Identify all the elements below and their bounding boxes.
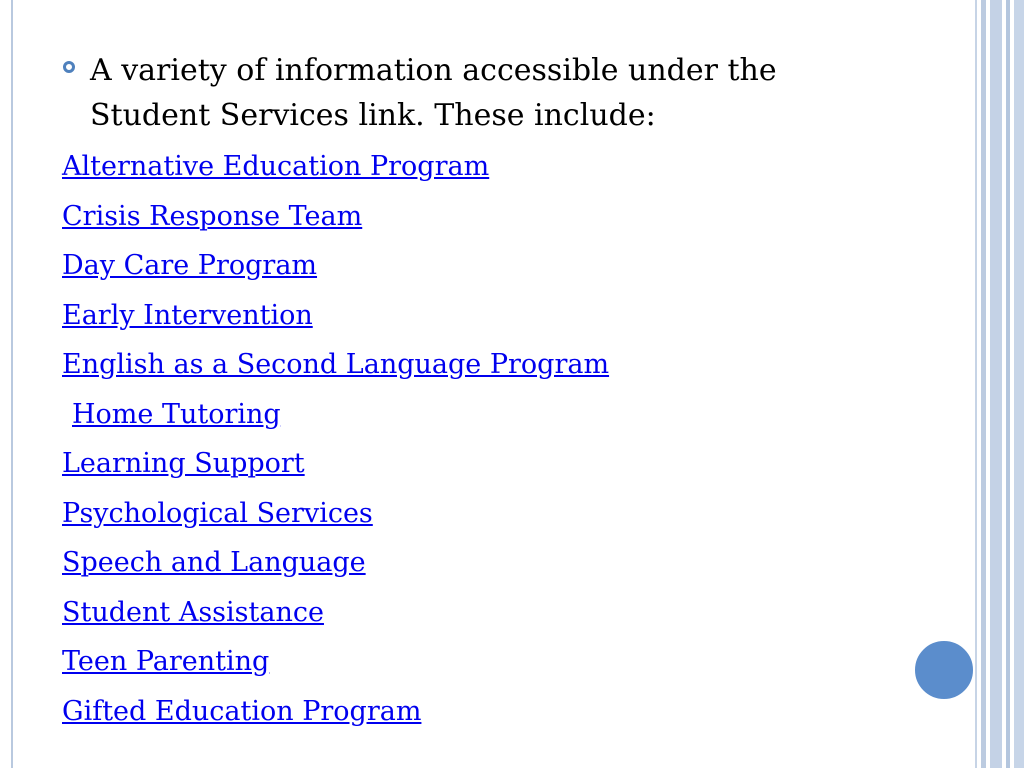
link-crisis-response[interactable]: Crisis Response Team — [62, 200, 363, 232]
link-item — [62, 687, 862, 737]
services-link-list — [62, 142, 862, 736]
link-item — [62, 142, 862, 192]
decorative-stripe — [981, 0, 986, 768]
link-day-care[interactable]: Day Care Program — [62, 250, 318, 281]
decorative-stripe — [975, 0, 977, 768]
link-psychological-services[interactable]: Psychological Services — [62, 497, 373, 529]
link-item — [62, 291, 862, 341]
link-teen-parenting[interactable]: Teen Parenting — [62, 646, 270, 677]
link-learning-support[interactable]: Learning Support — [62, 448, 305, 479]
link-speech-language[interactable]: Speech and Language — [62, 547, 366, 578]
link-item — [62, 439, 862, 489]
link-item — [62, 241, 862, 291]
link-item — [62, 192, 862, 242]
link-home-tutoring[interactable]: Home Tutoring — [72, 398, 281, 430]
bullet-circle-icon — [63, 61, 75, 73]
link-item — [62, 390, 862, 440]
bullet-text: A variety of information accessible under the Student Services link. These include: — [90, 53, 777, 133]
link-early-intervention[interactable]: Early Intervention — [62, 299, 313, 331]
decorative-stripe — [1006, 0, 1010, 768]
link-item — [62, 340, 862, 390]
link-item — [62, 538, 862, 588]
link-item — [62, 588, 862, 638]
left-frame-line — [11, 0, 13, 768]
link-student-assistance[interactable]: Student Assistance — [62, 596, 324, 628]
decorative-stripe — [990, 0, 1002, 768]
link-item — [62, 637, 862, 687]
decorative-circle — [913, 639, 975, 701]
decorative-stripe — [1014, 0, 1024, 768]
link-gifted-education[interactable]: Gifted Education Program — [62, 695, 422, 727]
link-esl-program[interactable]: English as a Second Language Program — [62, 349, 610, 380]
link-alternative-education[interactable]: Alternative Education Program — [62, 151, 490, 182]
link-item — [62, 489, 862, 539]
bullet-block — [63, 48, 923, 138]
bullet-row — [63, 48, 923, 138]
